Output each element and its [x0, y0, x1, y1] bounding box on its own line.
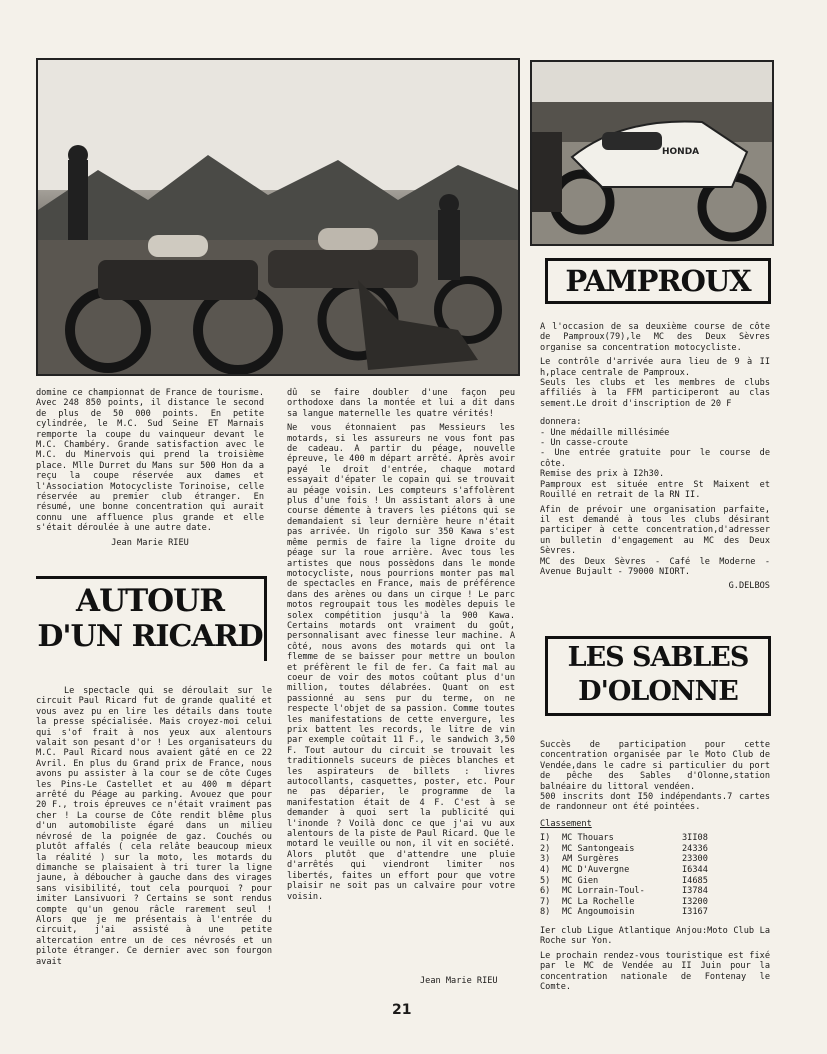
sables-paragraph-1: Succès de participation pour cette concentration organisée par le Moto Club de Vendée,dans le cadre si particulier du port de pêche des Sables d'Olonne,station balnéaire du littoral vendéen.: [540, 740, 770, 792]
sables-headline: [545, 636, 771, 716]
pamproux-paragraph-3: Seuls les clubs et les membres de clubs affiliés à la FFM participeront au clas sement.Le droit d'inscription de 20 F: [540, 378, 770, 409]
ricard-body-paragraph: Le spectacle qui se déroulait sur le circuit Paul Ricard fut de grande qualité et vous avez pu en lire les détails dans toute la presse spécialisée. Mais croyez-moi celui qui s'of frait à nos yeux aux alentours valait son pesant d'or ! Les organisateurs du M.C. Paul Ricard nous avaient gâté en ce 22 Avril. En plus du Grand prix de France, nous avons pu assister à la cour se de côte Cuges les Pins-Le Castellet et au 400 m départ arrêté du Péage au parking. Avouez que pour 20 F., trois épreuves ce n'était vraiment pas cher ! La course de Côte rendit blême plus d'un automobiliste égaré dans un milieu névrosé de la poignée de gaz. Couchés ou plutôt affalés ( cela relâte beaucoup mieux la réalité ) sur la moto, les motards du dimanche se plaisaient à tri turer la ligne jaune, à déboucher à gauche dans des virages sans visibilité, tout cela pourquoi ? pour imiter Lansivuori ? Certains se sont rendus compte qu'un genou râcle rarement seul ! Alors que je me présentais à l'entrée du circuit, j'ai assisté à une petite altercation entre un de ces névrosés et un pilote étranger. Ce dernier avec son fourgon avait: [36, 686, 272, 967]
ranking-club: AM Surgères: [562, 854, 619, 865]
ricard-headline: [36, 576, 267, 661]
ranking-table: [540, 833, 742, 918]
ranking-row: [540, 907, 742, 918]
ranking-rank: 6): [540, 886, 551, 897]
pamproux-paragraph-1: A l'occasion de sa deuxième course de côte de Pamproux(79),le MC des Deux Sèvres organise sa concentration motocycliste.: [540, 322, 770, 353]
middle-signature: Jean Marie RIEU: [420, 976, 498, 986]
ranking-points: 24336: [682, 843, 708, 854]
page-number: 21: [392, 1002, 412, 1018]
ranking-points: 3II08: [682, 833, 708, 844]
pamproux-paragraph-6: Pamproux est située entre St Maixent et Rouillé en retrait de la RN II.: [540, 479, 770, 501]
sables-paragraph-3: Ier club Ligue Atlantique Anjou:Moto Club La Roche sur Yon.: [540, 926, 770, 947]
racing-motorcycle-photo: [530, 60, 774, 246]
ranking-title: Classement: [540, 818, 592, 829]
sables-headline-line-2: D'OLONNE: [578, 676, 738, 707]
middle-column: [287, 388, 515, 906]
pamproux-list-item: - Un casse-croute: [540, 438, 628, 449]
ranking-rank: I): [540, 833, 551, 844]
sables-column: [540, 740, 770, 996]
sables-paragraph-4: Le prochain rendez-vous touristique est fixé par le MC de Vendée au II Juin pour la concentration nationale de Fontenay le Comte.: [540, 950, 770, 993]
ranking-club: MC Gien: [562, 875, 599, 886]
left-column-body: [36, 686, 272, 971]
pamproux-headline: PAMPROUX: [545, 258, 771, 304]
pamproux-list-item: - Une médaille millésimée: [540, 427, 670, 438]
middle-paragraph-2: Ne vous étonnaient pas Messieurs les motards, si les assureurs ne vous font pas de cadeau. A partir du péage, nouvelle épreuve, le 400 m départ arrêté. Après avoir payé le droit d'entrée, chaque motard essayait d'épater le copain qui se trouvait au péage voisin. Les compteurs s'affolèrent plus d'une fois ! Un assistant alors à une course démente à travers les piétons qui se demandaient si leur dernière heure n'était pas arrivée. Un rigolo sur 350 Kawa s'est même permis de faire la ligne droite du péage sur la roue arrière. Avec tous les artistes que nous possèdons dans le monde motocycliste, nous pourrions monter pas mal de spectacles en France, mais de préférence dans des arènes ou dans un cirque ! Le parc motos regroupait tous les modèles depuis le solex compétition jusqu'à la 900 Kawa. Certains motards ont vraiment du goût, personnalisant avec finesse leur machine. A côté, nous avons des motards qui ont la flemme de se baisser pour mettre un boulon et préfèrent le fil de fer. Ca fait mal au coeur de voir des motos coûtant plus d'un million, toutes délabrées. Quant on est passionné au sens pur du terme, on ne respecte l'objet de sa passion. Comme toutes les manifestations de cette envergure, les prix battent les records, le litre de vin par exemple coûtait 11 F., le sandwich 3,50 F. Tout autour du circuit se trouvait les traditionnels suceurs de pièces blanches et les aspirateurs de billets : livres autocollants, casquettes, poster, etc. Pour ne pas déparier, le programme de la manifestation était de 4 F. C'est à se demander à quoi sert la publicité qui l'inonde ? Voilà donc ce que j'ai vu aux alentours de la piste de Paul Ricard. Que le motard le veuille ou non, il vit en société. Alors plutôt que d'attendre une pluie d'arrêtés qui viendront limiter nos libertés, faites un effort pour que votre plaisir ne soit pas un calvaire pour votre voisin.: [287, 423, 515, 902]
ranking-rank: 2): [540, 843, 551, 854]
ranking-points: 23300: [682, 854, 708, 865]
pamproux-paragraph-8: MC des Deux Sèvres - Café le Moderne - Avenue Bujault - 79000 NIORT.: [540, 556, 770, 577]
ricard-headline-line-1: AUTOUR: [76, 583, 224, 619]
pamproux-column: [540, 322, 770, 596]
ranking-row: [540, 844, 742, 855]
intro-signature: Jean Marie RIEU: [111, 537, 189, 548]
ranking-row: [540, 854, 742, 865]
ricard-headline-line-2: D'UN RICARD: [37, 619, 263, 654]
ranking-club: MC Santongeais: [562, 843, 635, 854]
ranking-row: [540, 897, 742, 908]
ranking-points: I4685: [682, 875, 708, 886]
ranking-points: I3167: [682, 907, 708, 918]
tank-brand-label: HONDA: [662, 147, 700, 157]
ranking-row: [540, 865, 742, 876]
ranking-rank: 4): [540, 865, 551, 876]
ranking-rank: 3): [540, 854, 551, 865]
pamproux-paragraph-2: Le contrôle d'arrivée aura lieu de 9 à II h,place centrale de Pamproux.: [540, 357, 770, 378]
ranking-club: MC La Rochelle: [562, 896, 635, 907]
ranking-row: [540, 886, 742, 897]
ranking-points: I6344: [682, 865, 708, 876]
left-column-intro: [36, 388, 264, 552]
pamproux-paragraph-7: Afin de prévoir une organisation parfaite, il est demandé à tous les clubs désirant participer à cette concentration,d'adresser un bulletin d'engagement au MC des Deux Sèvres.: [540, 504, 770, 557]
ranking-row: [540, 833, 742, 844]
pamproux-paragraph-4: donnera:: [540, 417, 582, 428]
ranking-rank: 8): [540, 907, 551, 918]
ranking-club: MC Lorrain-Toul-: [562, 886, 645, 897]
pamproux-list-item: - Une entrée gratuite pour le course de côte.: [540, 448, 770, 469]
intro-paragraph: domine ce championnat de France de tourisme. Avec 248 850 points, il distance le second de plus de 50 000 points. En petite cylindrée, le M.C. Sud Seine ET Marnais remporte la coupe du vainqueur devant le M.C. Chambéry. Grande satisfaction avec le M.C. du Minervois qui prend la troisième place. Mlle Durret du Mans sur 500 Hon da a reçu la coupe réservée aux dames et l'Association Motocycliste Torinoise, celle réservée au premier club étranger. En résumé, une bonne concentration qui aurait connu une affluence plus grande et elle s'était déroulée à une autre date.: [36, 388, 264, 534]
sables-paragraph-2: 500 inscrits dont I50 indépendants.7 cartes de randonneur ont été pointées.: [540, 792, 770, 813]
pamproux-signature: G.DELBOS: [728, 581, 770, 592]
sables-headline-line-1: LES SABLES: [567, 642, 749, 673]
pamproux-paragraph-5: Remise des prix à I2h30.: [540, 469, 665, 480]
racing-motorcycle-photo-icon: [532, 62, 772, 244]
ranking-points: I3784: [682, 886, 708, 897]
ranking-club: MC D'Auvergne: [562, 865, 630, 876]
ranking-points: I3200: [682, 896, 708, 907]
ranking-club: MC Thouars: [562, 833, 614, 844]
ranking-rank: 7): [540, 896, 551, 907]
ranking-club: MC Angoumoisin: [562, 907, 635, 918]
middle-paragraph-1: dû se faire doubler d'une façon peu orthodoxe dans la montée et lui a dit dans sa langue maternelle les quatre vérités!: [287, 388, 515, 419]
ranking-row: [540, 876, 742, 887]
motorcycles-photo-icon: [38, 60, 518, 374]
ranking-rank: 5): [540, 875, 551, 886]
motorcycles-photo: [36, 58, 520, 376]
